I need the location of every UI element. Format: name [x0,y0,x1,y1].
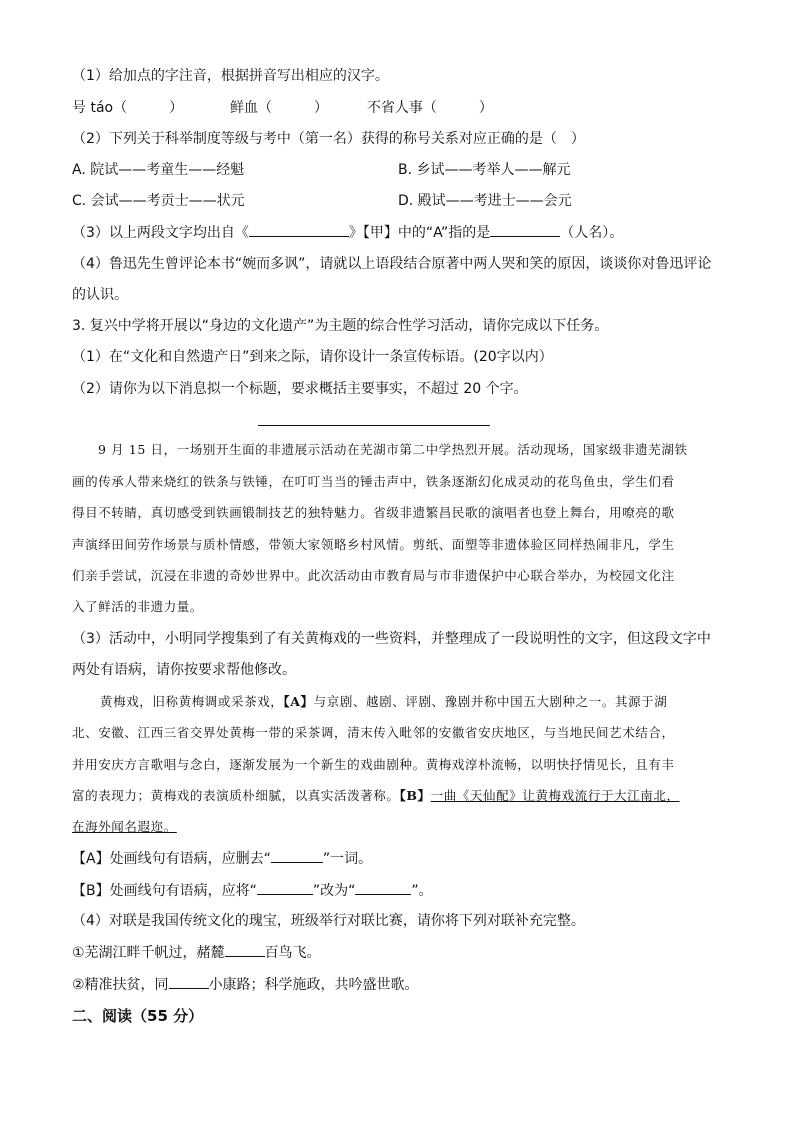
q1-item3-label: 不省人事（ [366,100,437,116]
news-line-1: 9 月 15 日，一场别开生面的非遗展示活动在芜湖市第二中学热烈开展。活动现场，国家级非遗芜湖铁 [98,442,688,457]
hm-l4-underlined: 一曲《天仙配》让黄梅戏流行于大江南北， [430,788,680,803]
t3-line1: （3）活动中，小明同学搜集到了有关黄梅戏的一些资料，并整理成了一段说明性的文字，但这段文字中 [72,631,711,647]
option-b: B. 乡试——考举人——解元 [398,162,571,178]
couplet-2-pre: ②精准扶贫，同 [72,977,169,993]
answer-b-line [72,880,724,901]
q1-intro: （1）给加点的字注音，根据拼音写出相应的汉字。 [72,68,389,84]
s3-title: 3. 复兴中学将开展以“身边的文化遗产”为主题的综合性学习活动，请你完成以下任务。 [72,318,609,334]
s3-task1: （1）在“文化和自然遗产日”到来之际，请你设计一条宣传标语。(20字以内） [72,349,553,365]
hm-l1-tail: 其源于湖 [614,694,668,709]
q3-line [72,222,724,243]
hm-line-3: 并用安庆方言歌唱与念白，逐渐发展为一个新生的戏曲剧种。黄梅戏淳朴流畅，以明快抒情见长，且有丰 [72,757,675,772]
option-d: D. 殿试——考进士——会元 [398,193,572,209]
mark-b: 【B】 [399,788,431,803]
q3-part3: （人名）。 [560,225,624,241]
couplet-1-post: 百鸟飞。 [264,945,321,961]
answer-a-post: ”一词。 [322,851,373,867]
s3-task2: （2）请你为以下消息拟一个标题，要求概括主要事实，不超过 20 个字。 [72,381,528,397]
t4-stem: （4）对联是我国传统文化的瑰宝，班级举行对联比赛，请你将下列对联补充完整。 [72,913,585,929]
news-line-5: 们亲手尝试，沉浸在非遗的奇妙世界中。此次活动由市教育局与市非遗保护中心联合举办，为校园文化注 [72,568,675,583]
hm-line-4 [72,786,724,806]
q1-item1-close: ） [169,100,184,116]
q1-item1-label: 号 táo（ [72,100,128,116]
couplet-1-pre: ①芜湖江畔千帆过，赭麓 [72,945,225,961]
q1-item2-close: ） [314,100,328,116]
answer-b-blank-1[interactable] [257,880,313,895]
q1-item2-label: 鲜血（ [230,100,272,116]
section-reading-title: 二、阅读（55 分） [72,1007,204,1025]
hm-l4-plain: 富的表现力；黄梅戏的表演质朴细腻，以真实活泼著称。 [72,788,400,803]
news-line-4: 声演绎田间劳作场景与质朴情感，带领大家领略乡村风情。剪纸、面塑等非遗体验区同样热闹非凡，学生 [72,537,675,552]
hm-l1-plain: 黄梅戏，旧称黄梅调或采茶戏， [100,694,284,709]
answer-b-post: ”。 [411,883,433,899]
news-line-3: 得目不转睛，真切感受到铁画锻制技艺的独特魅力。省级非遗繁昌民歌的演唱者也登上舞台，用嘹亮的歌 [72,505,675,520]
couplet-2-blank[interactable] [169,974,209,989]
title-answer-line[interactable] [258,425,490,426]
couplet-2 [72,974,724,995]
news-line-6: 入了鲜活的非遗力量。 [72,599,204,614]
hm-line-2: 北、安徽、江西三省交界处黄梅一带的采茶调，清末传入毗邻的安徽省安庆地区，与当地民间艺术结合， [72,725,675,740]
answer-b-blank-2[interactable] [355,880,411,895]
answer-b-pre: 【B】处画线句有语病，应将“ [72,883,257,899]
hm-l1-sentence: 与京剧、越剧、评剧、豫剧并称中国五大剧种之一。 [313,694,615,709]
person-blank[interactable] [490,222,560,237]
news-line-2: 画的传承人带来烧红的铁条与铁锤，在叮叮当当的锤击声中，铁条逐渐幻化成灵动的花鸟鱼虫，学生们看 [72,474,675,489]
hm-line-5 [72,817,724,837]
answer-a-blank[interactable] [271,848,323,863]
mark-a: 【A】 [283,694,314,709]
q4-line1: （4）鲁迅先生曾评论本书“婉而多讽”，请就以上语段结合原著中两人哭和笑的原因，谈谈你对鲁迅评论 [72,256,712,272]
hm-l5-underlined: 在海外闻名遐迩。 [72,819,177,834]
couplet-1-blank[interactable] [225,942,265,957]
option-c: C. 会试——考贡士——状元 [72,193,245,209]
couplet-2-post: 小康路；科学施政，共吟盛世歌。 [208,977,419,993]
t3-line2: 两处有语病，请你按要求帮他修改。 [72,662,296,678]
q1-items [72,98,724,118]
answer-b-mid: ”改为“ [312,883,356,899]
q2-stem: （2）下列关于科举制度等级与考中（第一名）获得的称号关系对应正确的是（ ） [72,131,585,147]
couplet-1 [72,942,724,963]
q4-line2: 的认识。 [72,287,128,303]
q3-part1: （3）以上两段文字均出自《 [72,225,249,241]
option-a: A. 院试——考童生——经魁 [72,162,245,178]
book-blank[interactable] [249,222,349,237]
answer-a-pre: 【A】处画线句有语病，应删去“ [72,851,271,867]
q3-part2: 》【甲】中的“A”指的是 [348,225,491,241]
answer-a-line [72,848,724,869]
hm-line-1 [100,692,724,712]
q1-item3-close: ） [478,100,493,116]
